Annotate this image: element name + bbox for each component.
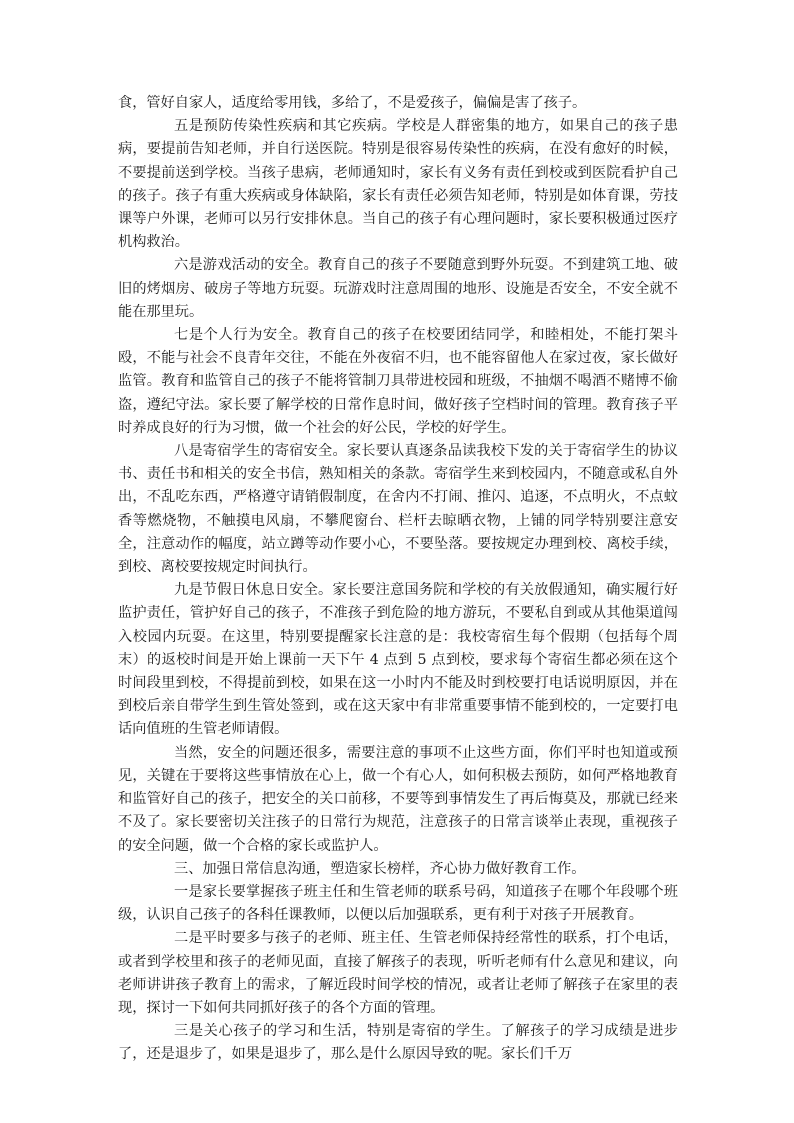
paragraph-teacher-contact: 二是平时要多与孩子的老师、班主任、生管老师保持经常性的联系，打个电话，或者到学校里和孩子的老师见面，直接了解孩子的表现，听听老师有什么意见和建议，向老师讲讲孩子教育上的需求，了解近段时间学校的情况，或者让老师了解孩子在家里的表现，探讨一下如何共同抓好孩子的各个方面的管理。 <box>118 930 678 1016</box>
paragraph-holiday-safety: 九是节假日休息日安全。家长要注意国务院和学校的有关放假通知，确实履行好监护责任，管护好自己的孩子，不准孩子到危险的地方游玩，不要私自到或从其他渠道闯入校园内玩耍。在这里，特别要提醒家长注意的是：我校寄宿生每个假期（包括每个周末）的返校时间是开始上课前一天下午 4 点到 5 点到校，要求每个寄宿生都必须在这个时间段里到校，不得提前到校，如果在这一小时内不能及时到校要打电话说明原因，并在到校后亲自带学生到生管处签到，或在这天家中有非常重要事情不能到校的，一定要打电话向值班的生管老师请假。 <box>118 582 678 738</box>
paragraph-disease-prevention: 五是预防传染性疾病和其它疾病。学校是人群密集的地方，如果自己的孩子患病，要提前告知老师，并自行送医院。特别是很容易传染性的疾病，在没有愈好的时候，不要提前送到学校。当孩子患病，老师通知时，家长有义务有责任到校或到医院看护自己的孩子。孩子有重大疾病或身体缺陷，家长有责任必须告知老师，特别是如体育课，劳技课等户外课，老师可以另行安排休息。当自己的孩子有心理问题时，家长要积极通过医疗机构救治。 <box>118 118 678 251</box>
paragraph-care-study: 三是关心孩子的学习和生活，特别是寄宿的学生。了解孩子的学习成绩是进步了，还是退步了，如果是退步了，那么是什么原因导致的呢。家长们千万 <box>118 1023 678 1063</box>
paragraph-safety-summary: 当然，安全的问题还很多，需要注意的事项不止这些方面，你们平时也知道或预见，关键在于要将这些事情放在心上，做一个有心人，如何积极去预防，如何严格地教育和监管好自己的孩子，把安全的关口前移，不要等到事情发生了再后悔莫及，那就已经来不及了。家长要密切关注孩子的日常行为规范，注意孩子的日常言谈举止表现，重视孩子的安全问题，做一个合格的家长或监护人。 <box>118 744 678 854</box>
paragraph-game-safety: 六是游戏活动的安全。教育自己的孩子不要随意到野外玩耍。不到建筑工地、破旧的烤烟房、破房子等地方玩耍。玩游戏时注意周围的地形、设施是否安全，不安全就不能在那里玩。 <box>118 257 678 320</box>
document-body <box>118 92 678 1067</box>
paragraph-boarding-safety: 八是寄宿学生的寄宿安全。家长要认真逐条品读我校下发的关于寄宿学生的协议书、责任书和相关的安全书信，熟知相关的条款。寄宿学生来到校园内，不随意或私自外出，不乱吃东西，严格遵守请销假制度，在舍内不打闹、推闪、追逐，不点明火，不点蚊香等燃烧物，不触摸电风扇，不攀爬窗台、栏杆去晾晒衣物，上铺的同学特别要注意安全，注意动作的幅度，站立蹲等动作要小心，不要坠落。要按规定办理到校、离校手续，到校、离校要按规定时间执行。 <box>118 443 678 576</box>
paragraph-contact-info: 一是家长要掌握孩子班主任和生管老师的联系号码，知道孩子在哪个年段哪个班级，认识自己孩子的各科任课教师，以便以后加强联系，更有利于对孩子开展教育。 <box>118 883 678 924</box>
paragraph-personal-behavior: 七是个人行为安全。教育自己的孩子在校要团结同学，和睦相处，不能打架斗殴，不能与社会不良青年交往，不能在外夜宿不归，也不能容留他人在家过夜，家长做好监管。教育和监管自己的孩子不能将管制刀具带进校园和班级，不抽烟不喝酒不赌博不偷盗，遵纪守法。家长要了解学校的日常作息时间，做好孩子空档时间的管理。教育孩子平时养成良好的行为习惯，做一个社会的好公民，学校的好学生。 <box>118 327 678 436</box>
paragraph-continuation: 食，管好自家人，适度给零用钱，多给了，不是爱孩子，偏偏是害了孩子。 <box>118 95 587 111</box>
section-heading-communication: 三、加强日常信息沟通，塑造家长榜样，齐心协力做好教育工作。 <box>174 860 586 877</box>
